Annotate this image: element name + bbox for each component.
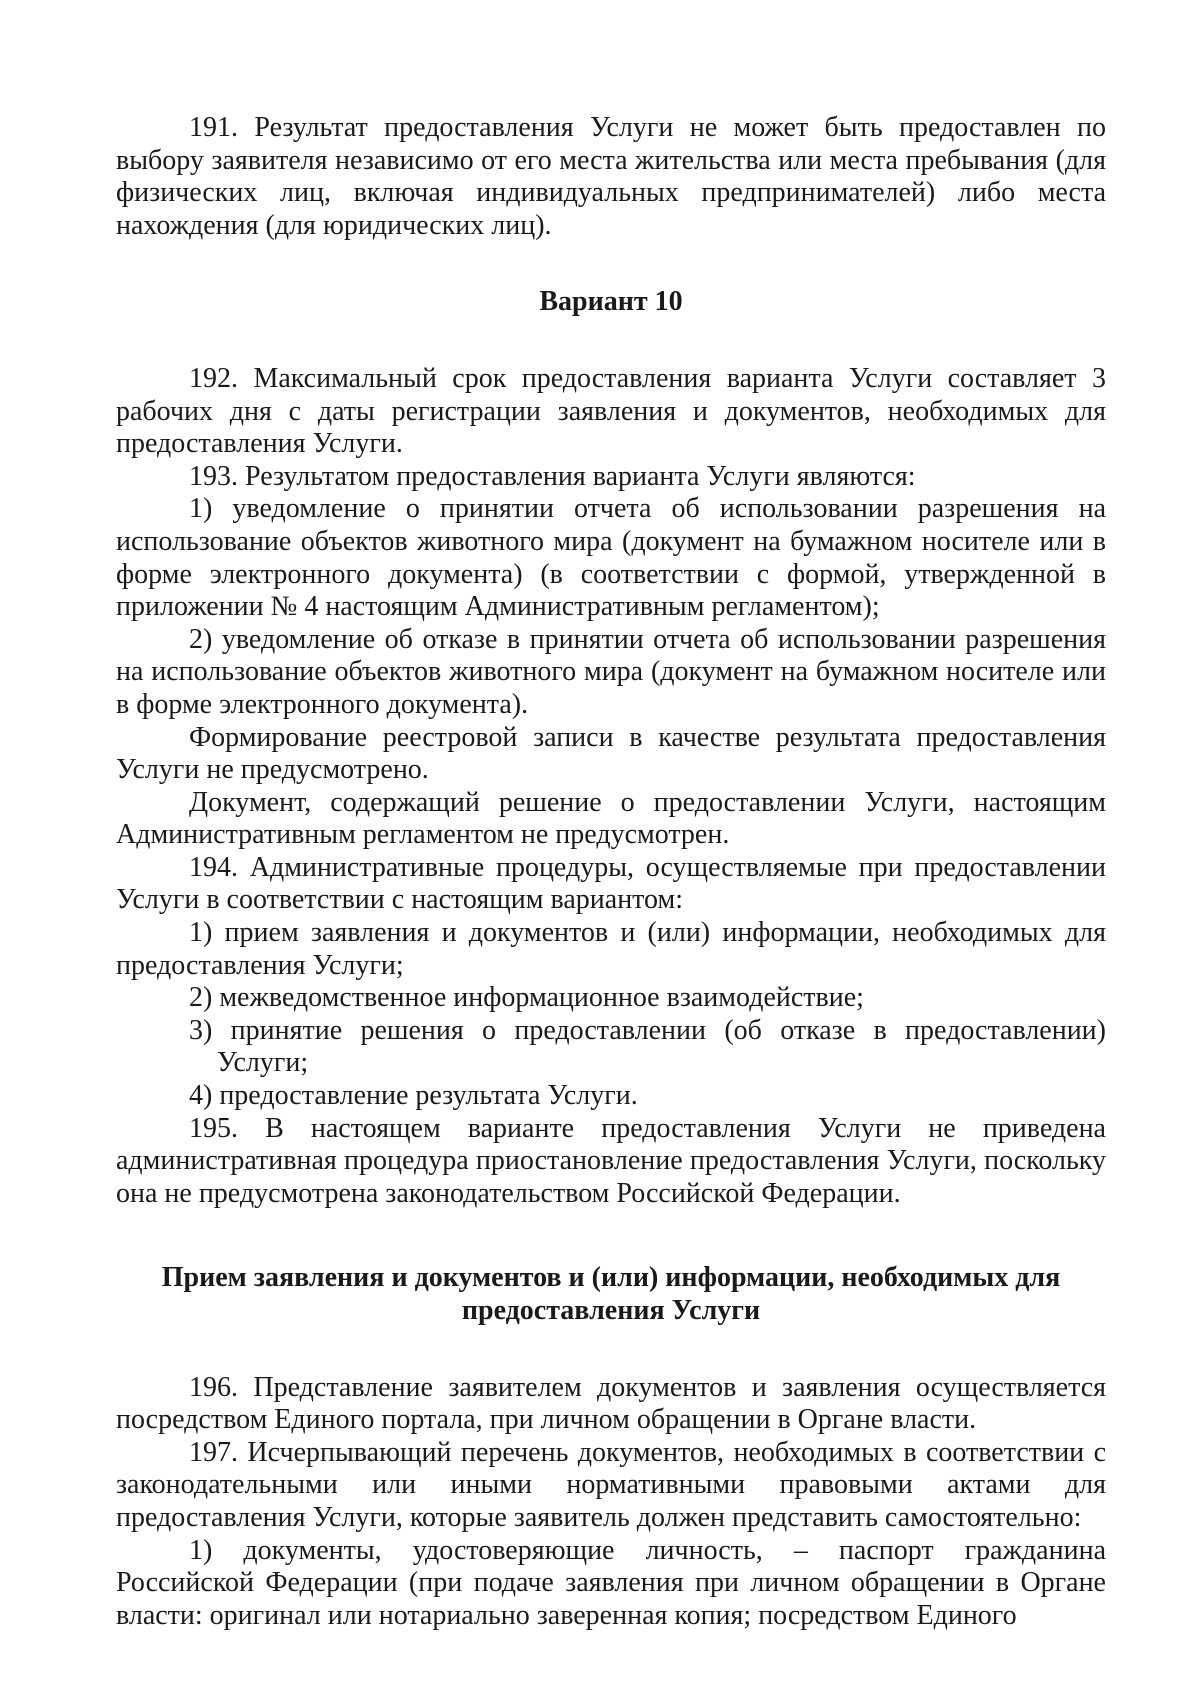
paragraph-193-item-1: 1) уведомление о принятии отчета об использовании разрешения на использование объектов животного мира (документ на бумажном носителе или в форме электронного документа) (в соответствии с формой, утвержденной в приложении № 4 настоящим Административным регламентом); (116, 493, 1106, 623)
paragraph-197-item-1: 1) документы, удостоверяющие личность, – паспорт гражданина Российской Федерации (при подаче заявления при личном обращении в Органе власти: оригинал или нотариально заверенная копия; посредством Единого (116, 1534, 1106, 1631)
paragraph-192: 192. Максимальный срок предоставления варианта Услуги составляет 3 рабочих дня с даты регистрации заявления и документов, необходимых для предоставления Услуги. (116, 362, 1106, 460)
paragraph-194-item-2: 2) межведомственное информационное взаимодействие; (189, 982, 864, 1014)
paragraph-193-note-a: Формирование реестровой записи в качестве результата предоставления Услуги не предусмотрено. (116, 721, 1106, 786)
paragraph-195: 195. В настоящем варианте предоставления Услуги не приведена административная процедура приостановление предоставления Услуги, поскольку она не предусмотрена законодательством Российской Федерации. (116, 1112, 1106, 1209)
paragraph-196: 196. Представление заявителем документов и заявления осуществляется посредством Единого портала, при личном обращении в Органе власти. (116, 1371, 1106, 1436)
paragraph-194-item-3: 3) принятие решения о предоставлении (об отказе в предоставлении) Услуги; (189, 1014, 1106, 1079)
paragraph-193-item-2: 2) уведомление об отказе в принятии отчета об использовании разрешения на использование объектов животного мира (документ на бумажном носителе или в форме электронного документа). (116, 623, 1106, 720)
paragraph-194: 194. Административные процедуры, осуществляемые при предоставлении Услуги в соответствии с настоящим вариантом: (116, 851, 1106, 916)
variant-heading: Вариант 10 (539, 286, 683, 318)
section-heading: Прием заявления и документов и (или) информации, необходимых для предоставления Услуги (161, 1262, 1061, 1326)
paragraph-193-note-b: Документ, содержащий решение о предоставлении Услуги, настоящим Административным регламентом не предусмотрен. (116, 786, 1106, 851)
paragraph-194-item-1: 1) прием заявления и документов и (или) информации, необходимых для предоставления Услуги; (116, 917, 1106, 981)
paragraph-191: 191. Результат предоставления Услуги не может быть предоставлен по выбору заявителя независимо от его места жительства или места пребывания (для физических лиц, включая индивидуальных предпринимателей) либо места нахождения (для юридических лиц). (116, 112, 1106, 241)
paragraph-193: 193. Результатом предоставления варианта Услуги являются: (189, 460, 916, 492)
document-page (116, 112, 1106, 1632)
paragraph-197: 197. Исчерпывающий перечень документов, необходимых в соответствии с законодательными или иными нормативными правовыми актами для предоставления Услуги, которые заявитель должен представить самостоятельно: (116, 1436, 1106, 1533)
paragraph-194-item-4: 4) предоставление результата Услуги. (189, 1080, 638, 1112)
